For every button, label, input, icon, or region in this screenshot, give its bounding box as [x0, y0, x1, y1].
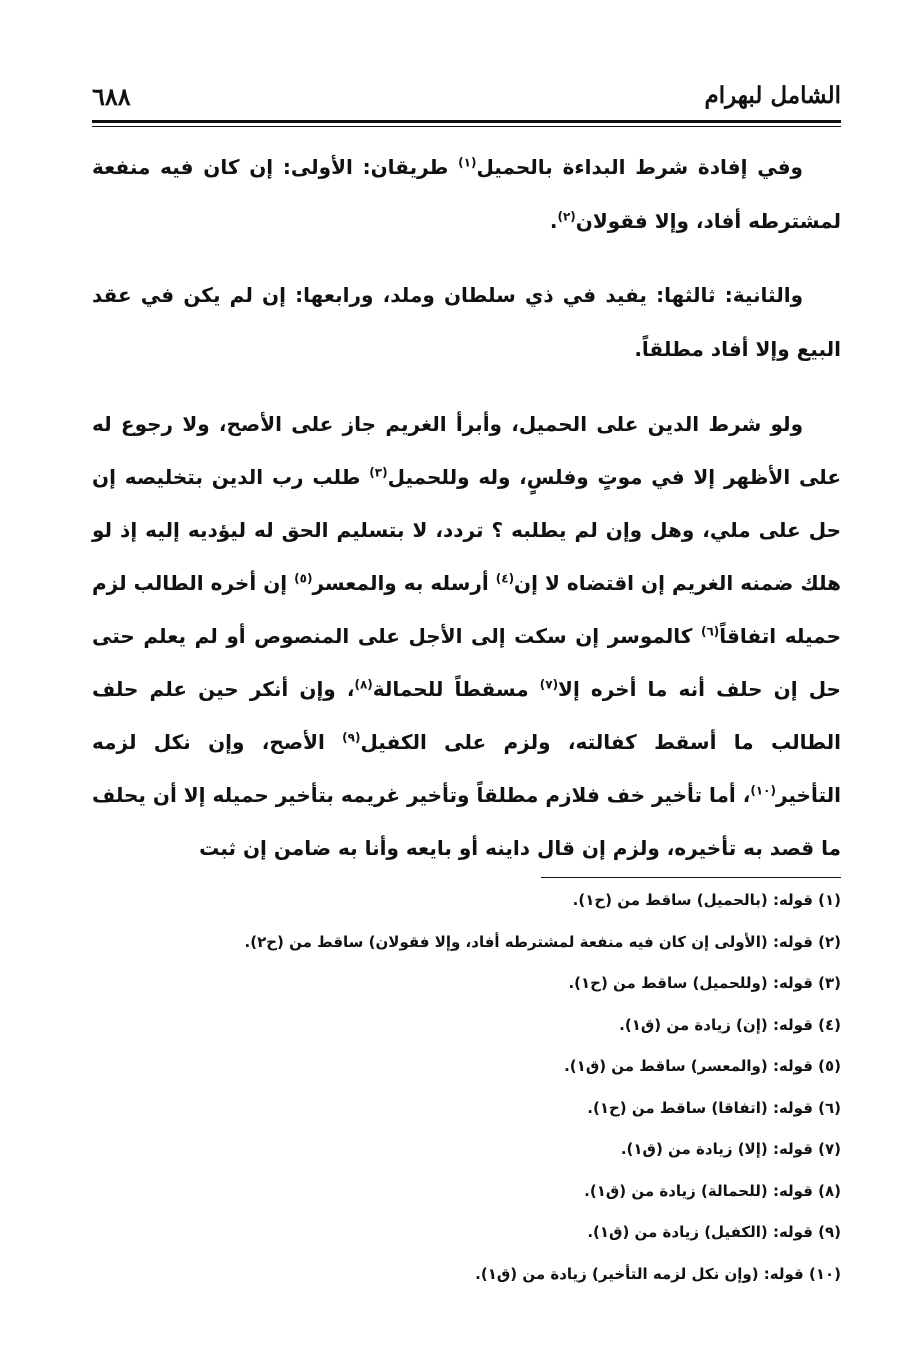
footnotes-list — [92, 880, 841, 1295]
footnote: (٢) قوله: (الأولى إن كان فيه منفعة لمشترطه أفاد، وإلا فقولان) ساقط من (ح٢). — [244, 932, 841, 951]
text-run: ، وإن أنكر حين علم حلف الطالب ما أسقط كفالته، ولزم على الكفيل — [92, 677, 841, 754]
text-run: أرسله به والمعسر — [312, 571, 496, 595]
footnote: (١) قوله: (بالحميل) ساقط من (ح١). — [572, 891, 841, 909]
text-run: ولو شرط الدين على الحميل، وأبرأ الغريم جاز على الأصح، ولا رجوع له على الأظهر إلا في موتٍ وفلسٍ، وله وللحميل — [92, 412, 842, 489]
text-run: . — [549, 209, 558, 233]
paragraph — [92, 268, 841, 376]
footnote: (٦) قوله: (اتفاقا) ساقط من (ح١). — [587, 1098, 841, 1117]
footnote: (٤) قوله: (إن) زيادة من (ق١). — [619, 1015, 841, 1034]
footnote: (٣) قوله: (وللحميل) ساقط من (ح١). — [568, 974, 841, 992]
footnote-ref: (٢) — [557, 209, 576, 224]
page-header — [92, 80, 841, 120]
text-run: وفي إفادة شرط البداءة بالحميل — [476, 155, 803, 179]
footnote-ref: (٨) — [354, 677, 373, 692]
footnote-ref: (٣) — [369, 465, 388, 480]
footnote: (١٠) قوله: (وإن نكل لزمه التأخير) زيادة من (ق١). — [475, 1264, 841, 1283]
footnote-separator — [541, 877, 841, 878]
paragraph — [92, 140, 841, 248]
footnote-ref: (٥) — [294, 571, 313, 586]
text-run: مسقطاً للحمالة — [372, 677, 540, 701]
footnote: (٨) قوله: (للحمالة) زيادة من (ق١). — [584, 1181, 841, 1200]
page-number: ٦٨٨ — [92, 82, 131, 111]
header-rule-thick — [92, 120, 841, 123]
footnote: (٩) قوله: (الكفيل) زيادة من (ق١). — [587, 1223, 841, 1241]
running-title: الشامل لبهرام — [704, 82, 841, 109]
text-run: طريقان: الأولى: إن كان فيه منفعة لمشترطه أفاد، وإلا فقولان — [92, 155, 841, 233]
text-run: إن أخره الطالب لزم حميله اتفاقاً — [92, 571, 841, 648]
footnote: (٥) قوله: (والمعسر) ساقط من (ق١). — [564, 1057, 841, 1075]
paragraph — [92, 398, 841, 875]
footnote-ref: (١) — [458, 155, 477, 170]
footnote-ref: (١٠) — [750, 783, 776, 798]
footnote-ref: (٦) — [700, 624, 720, 639]
header-rule-thin — [92, 126, 841, 127]
text-run: طلب رب الدين بتخليصه إن حل على ملي، وهل وإن لم يطلبه ؟ تردد، لا بتسليم الحق له ليؤديه إليه إذ لو هلك ضمنه الغريم إن اقتضاه لا إن — [92, 465, 841, 595]
footnote-ref: (٩) — [342, 730, 361, 745]
footnote-ref: (٧) — [539, 677, 559, 692]
text-run: كالموسر إن سكت إلى الأجل على المنصوص أو لم يعلم حتى حل إن حلف أنه ما أخره إلا — [92, 624, 841, 701]
footnote-ref: (٤) — [495, 571, 515, 586]
text-run: والثانية: ثالثها: يفيد في ذي سلطان وملد، ورابعها: إن لم يكن في عقد البيع وإلا أفاد مطلقاً. — [92, 283, 841, 361]
main-text — [92, 140, 841, 875]
text-run: ، أما تأخير خف فلازم مطلقاً وتأخير غريمه بتأخير حميله إلا أن يحلف ما قصد به تأخيره، ولزم إن قال داينه أو بايعه وأنا به ضامن إن ثبت — [92, 783, 841, 860]
text-run: الأصح، وإن نكل لزمه التأخير — [92, 730, 841, 807]
footnote: (٧) قوله: (إلا) زيادة من (ق١). — [620, 1140, 841, 1158]
